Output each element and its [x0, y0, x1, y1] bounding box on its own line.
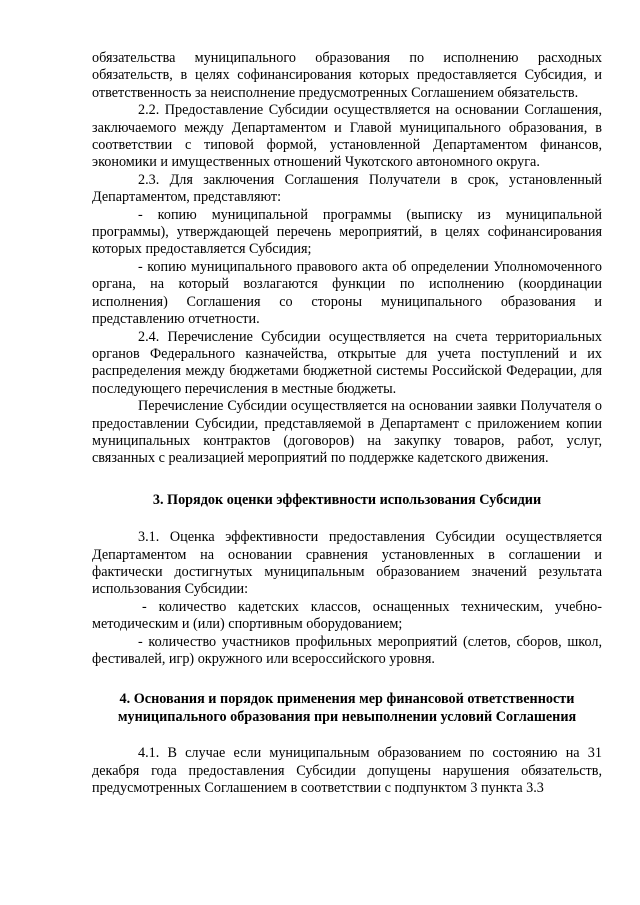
- paragraph-4-1: 4.1. В случае если муниципальным образованием по состоянию на 31 декабря года предоставления Субсидии допущены нарушения обязательств, предусмотренных Соглашением в соответствии с подпунктом 3 пункта 3.3: [92, 745, 602, 797]
- paragraph-2-3: 2.3. Для заключения Соглашения Получатели в срок, установленный Департаментом, представляют:: [92, 171, 602, 206]
- section-4-heading-line-1: 4. Основания и порядок применения мер финансовой ответственности: [119, 691, 575, 708]
- section-4-heading-line-2: муниципального образования при невыполнении условий Соглашения: [117, 708, 577, 725]
- paragraph-2-3-item-1: - копию муниципальной программы (выписку из муниципальной программы), утверждающей перечень мероприятий, в целях софинансирования которых предоставляется Субсидия;: [92, 206, 602, 258]
- paragraph-2-2: 2.2. Предоставление Субсидии осуществляется на основании Соглашения, заключаемого между Департаментом и Главой муниципального образования, в соответствии с типовой формой, установленной Департаментом финансов, экономики и имущественных отношений Чукотского автономного округа.: [92, 102, 602, 171]
- paragraph-3-1-item-2: - количество участников профильных мероприятий (слетов, сборов, школ, фестивалей, игр) окружного или всероссийского уровня.: [92, 633, 602, 667]
- document-body: [92, 50, 602, 797]
- paragraph-2-3-item-2: - копию муниципального правового акта об определении Уполномоченного органа, на который возлагаются функции по исполнению (координации исполнения) Соглашения со стороны муниципального образования и представлению отчетности.: [92, 258, 602, 328]
- paragraph-2-4: 2.4. Перечисление Субсидии осуществляется на счета территориальных органов Федерального казначейства, открытые для учета поступлений и их распределения между бюджетами бюджетной системы Российской Федерации, для последующего перечисления в местные бюджеты.: [92, 328, 602, 397]
- spacer: [92, 668, 602, 691]
- paragraph-2-4-b: Перечисление Субсидии осуществляется на основании заявки Получателя о предоставлении Субсидии, представляемой в Департамент с приложением копии муниципальных контрактов (договоров) на закупку товаров, работ, услуг, связанных с реализацией мероприятий по поддержке кадетского движения.: [92, 398, 602, 467]
- spacer: [92, 509, 602, 529]
- paragraph-3-1-item-1: - количество кадетских классов, оснащенных техническим, учебно-методическим и (или) спортивным оборудованием;: [92, 598, 602, 633]
- spacer: [92, 726, 602, 745]
- paragraph-3-1: 3.1. Оценка эффективности предоставления Субсидии осуществляется Департаментом на основании сравнения установленных в соглашении и фактически достигнутых муниципальным образованием значений результата использования Субсидии:: [92, 529, 602, 598]
- intro-paragraph: обязательства муниципального образования по исполнению расходных обязательств, в целях софинансирования которых предоставляется Субсидия, и ответственность за неисполнение предусмотренных Соглашением обязательств.: [92, 50, 602, 101]
- spacer: [92, 468, 602, 492]
- section-3-heading: 3. Порядок оценки эффективности использования Субсидии: [152, 491, 542, 508]
- section-4-heading: [92, 691, 602, 726]
